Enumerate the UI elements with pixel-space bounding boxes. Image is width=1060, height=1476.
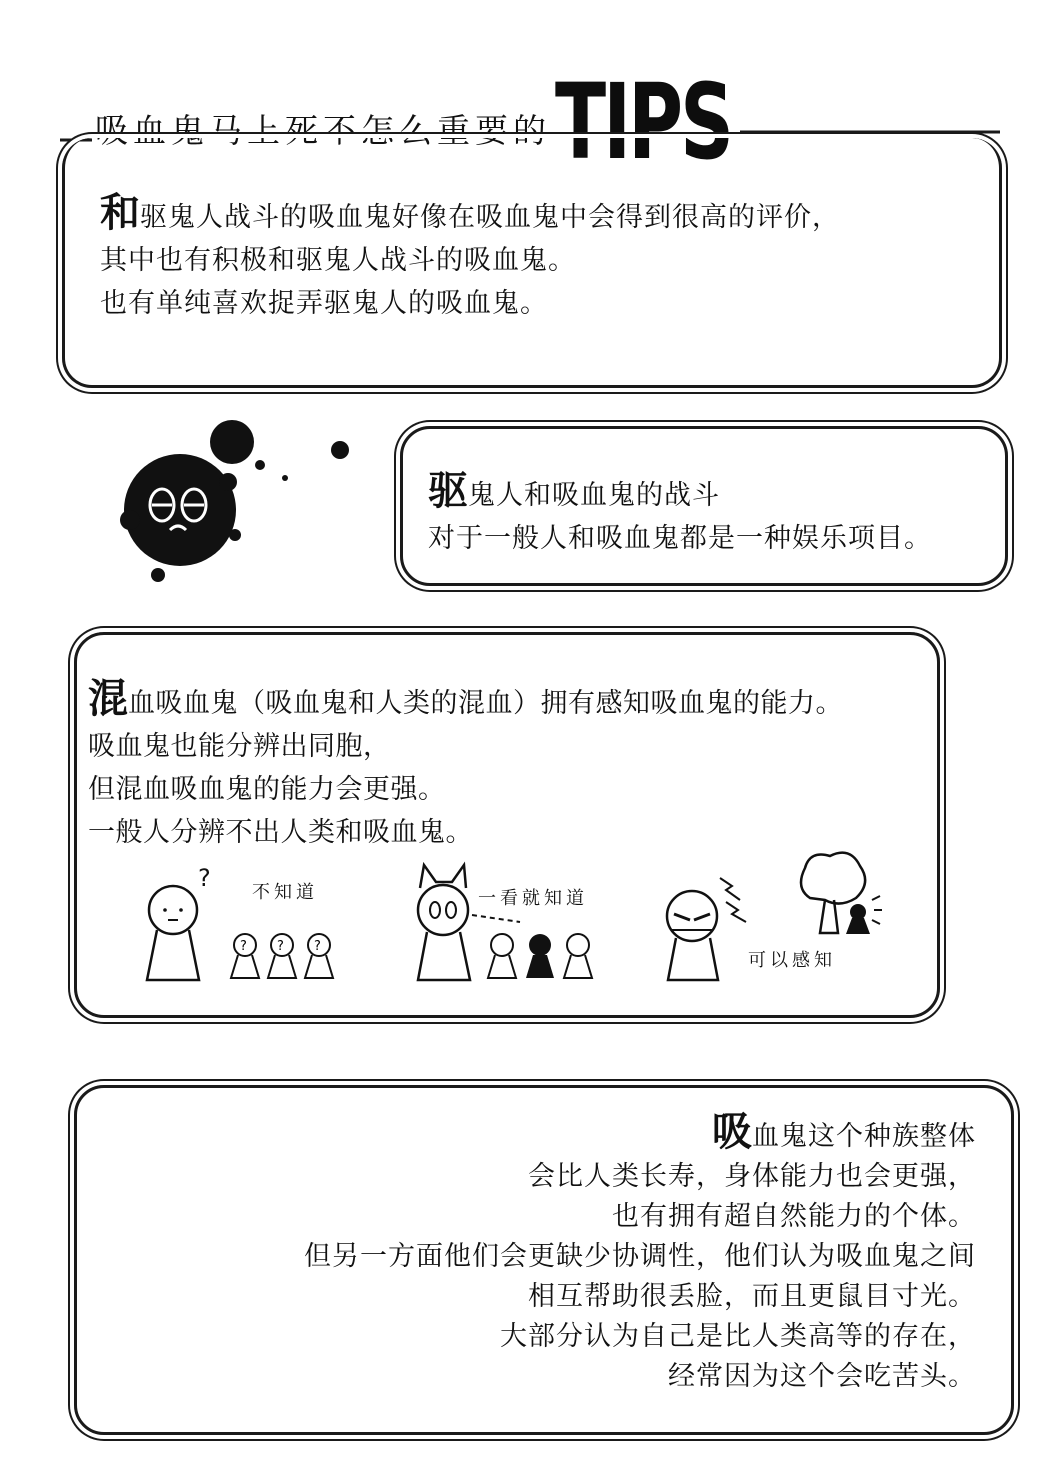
tip-1-line-3: 也有单纯喜欢捉弄驱鬼人的吸血鬼。 — [100, 288, 548, 319]
tip-4-line-4: 但另一方面他们会更缺少协调性，他们认为吸血鬼之间 — [304, 1241, 976, 1272]
tip-2-line-1: 驱鬼人和吸血鬼的战斗 — [428, 468, 720, 514]
glance-label: 一看就知道 — [478, 888, 588, 909]
svg-text:?: ? — [314, 939, 321, 954]
tip-2-text — [428, 470, 932, 560]
tip-4-line-1: 吸血鬼这个种族整体 — [712, 1109, 976, 1155]
unknown-figure-icon — [231, 934, 333, 978]
tip-1-initial: 和 — [100, 190, 140, 236]
ordinary-human-icon — [135, 860, 355, 990]
tip-2-initial: 驱 — [428, 468, 468, 514]
tip-4-text — [120, 1109, 976, 1397]
tip-3-line-2: 吸血鬼也能分辨出同胞， — [88, 731, 391, 762]
tip-4-line-6: 大部分认为自己是比人类高等的存在， — [500, 1321, 976, 1352]
tip-3-initial: 混 — [88, 676, 128, 722]
tip-4-line-3: 也有拥有超自然能力的个体。 — [612, 1201, 976, 1232]
tip-4-line-5: 相互帮助很丢脸，而且更鼠目寸光。 — [528, 1281, 976, 1312]
tip-3-line-1: 混血吸血鬼（吸血鬼和人类的混血）拥有感知吸血鬼的能力。 — [88, 676, 843, 722]
sense-label: 可以感知 — [748, 950, 836, 971]
svg-text:?: ? — [277, 939, 284, 954]
tip-2-line-2: 对于一般人和吸血鬼都是一种娱乐项目。 — [428, 523, 932, 554]
hidden-vampire-figures-icon — [488, 934, 592, 978]
header-subtitle: 吸血鬼马上死不怎么重要的 — [95, 111, 551, 150]
tip-1-line-2: 其中也有积极和驱鬼人战斗的吸血鬼。 — [100, 245, 576, 276]
tip-1-text — [100, 192, 840, 325]
header-title: TIPS — [555, 61, 732, 183]
tip-3-line-4: 一般人分辨不出人类和吸血鬼。 — [88, 817, 473, 848]
unknown-label: 不知道 — [252, 882, 318, 903]
tip-4-line-7: 经常因为这个会吃苦头。 — [668, 1361, 976, 1392]
vampire-figure-icon — [410, 860, 630, 990]
tip-3-line-3: 但混血吸血鬼的能力会更强。 — [88, 774, 446, 805]
ink-blob-mascot-icon — [110, 410, 370, 600]
question-mark-label: ? — [198, 864, 215, 892]
tip-4-initial: 吸 — [712, 1109, 752, 1155]
tip-4-line-2: 会比人类长寿，身体能力也会更强， — [528, 1161, 976, 1192]
tip-3-text — [88, 678, 843, 854]
tip-1-line-1: 和驱鬼人战斗的吸血鬼好像在吸血鬼中会得到很高的评价， — [100, 190, 840, 236]
svg-text:?: ? — [240, 939, 247, 954]
